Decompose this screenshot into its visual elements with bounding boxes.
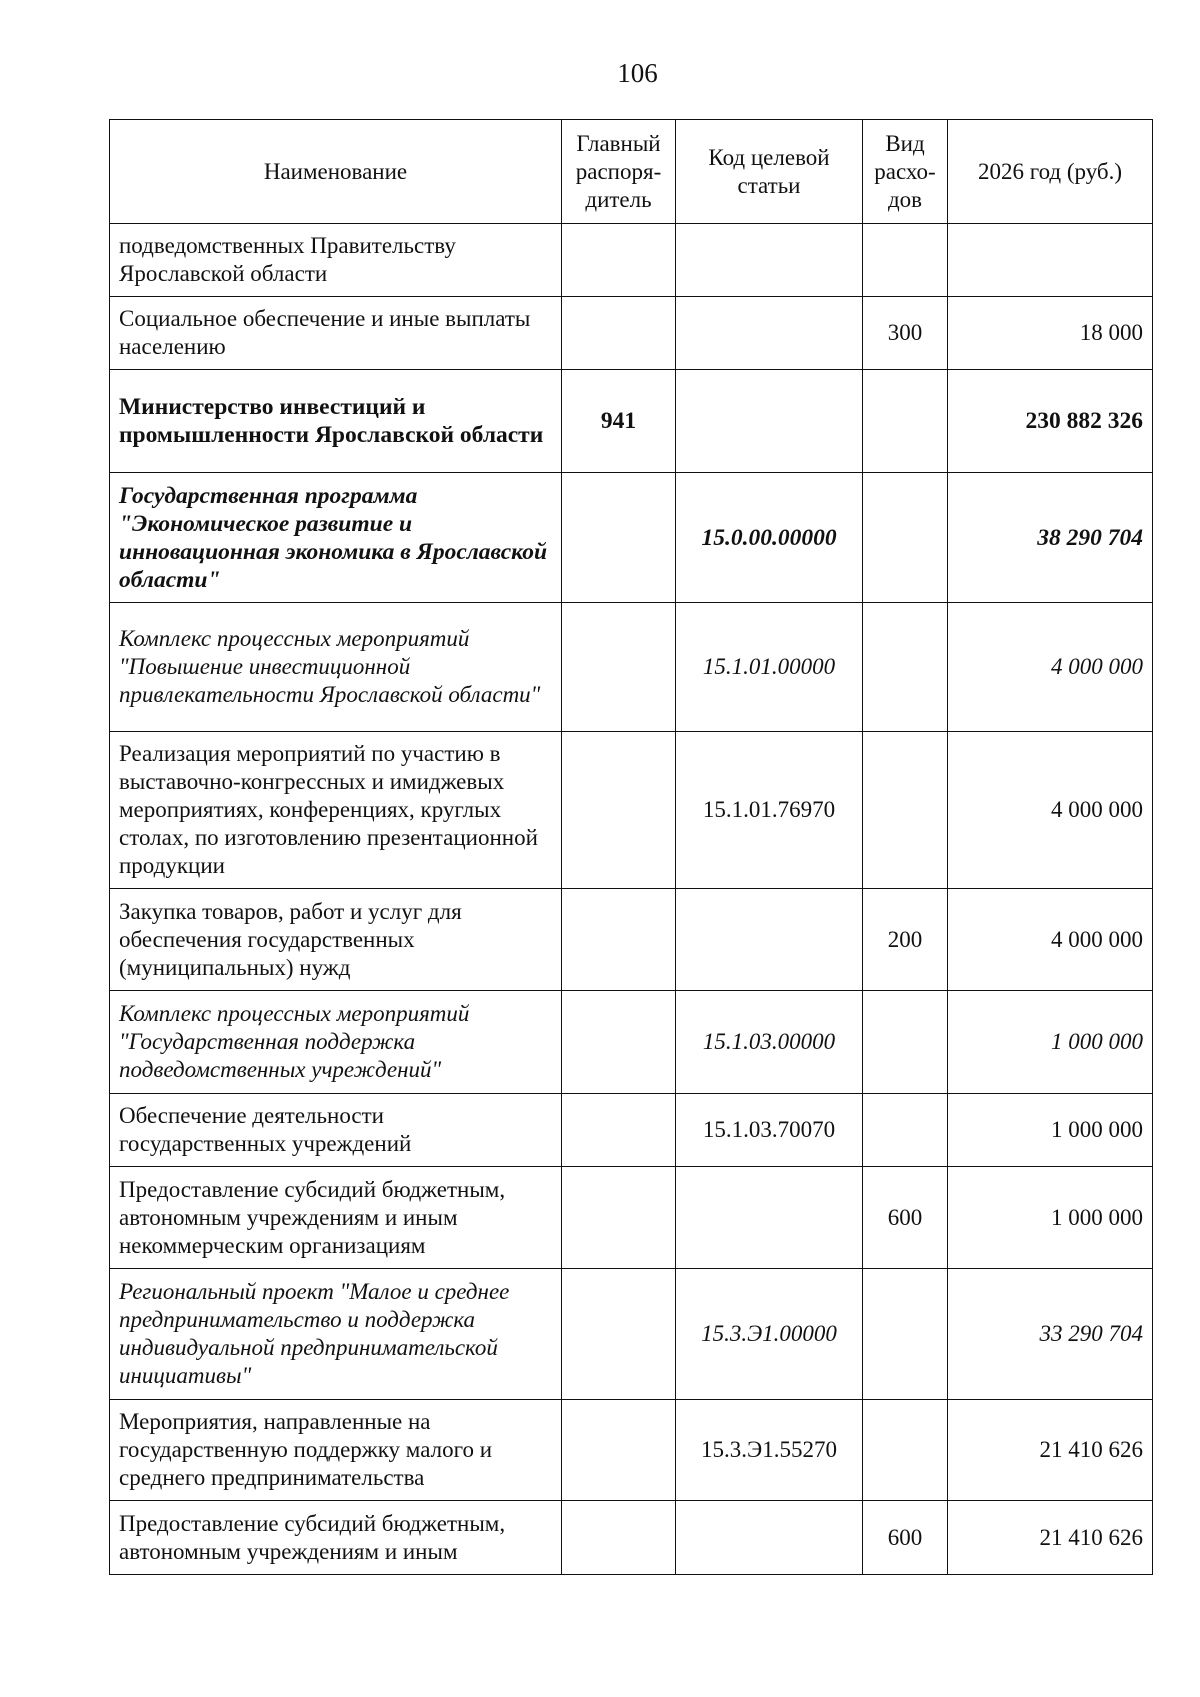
cell-amount: 38 290 704 [948,473,1153,603]
cell-manager [562,1094,676,1167]
cell-manager [562,224,676,297]
table-header-row [110,120,1153,224]
cell-code: 15.1.01.00000 [676,603,863,732]
cell-expense [863,991,948,1094]
table-row [110,1167,1153,1269]
cell-code [676,889,863,991]
cell-manager [562,1167,676,1269]
cell-expense [863,224,948,297]
header-expense: Вид расхо-дов [863,120,948,224]
cell-code: 15.1.03.00000 [676,991,863,1094]
cell-code [676,370,863,473]
cell-expense [863,473,948,603]
cell-code: 15.3.Э1.00000 [676,1269,863,1400]
cell-code [676,297,863,370]
page-number: 106 [617,58,658,88]
table-row [110,603,1153,732]
table-row [110,732,1153,889]
cell-manager [562,991,676,1094]
cell-amount [948,224,1153,297]
table-row [110,1501,1153,1575]
cell-name: Социальное обеспечение и иные выплаты населению [110,297,562,370]
cell-amount: 33 290 704 [948,1269,1153,1400]
cell-code: 15.1.03.70070 [676,1094,863,1167]
header-manager: Главный распоря-дитель [562,120,676,224]
cell-name: Обеспечение деятельности государственных учреждений [110,1094,562,1167]
cell-name: подведомственных Правительству Ярославской области [110,224,562,297]
cell-code: 15.3.Э1.55270 [676,1400,863,1501]
cell-name: Государственная программа "Экономическое развитие и инновационная экономика в Ярославской области" [110,473,562,603]
header-amount: 2026 год (руб.) [948,120,1153,224]
cell-amount: 18 000 [948,297,1153,370]
cell-name: Министерство инвестиций и промышленности Ярославской области [110,370,562,473]
cell-manager [562,1269,676,1400]
cell-name: Предоставление субсидий бюджетным, автономным учреждениям и иным некоммерческим организациям [110,1167,562,1269]
cell-expense [863,1400,948,1501]
cell-manager [562,889,676,991]
cell-amount: 4 000 000 [948,889,1153,991]
cell-amount: 4 000 000 [948,732,1153,889]
cell-amount: 230 882 326 [948,370,1153,473]
cell-amount: 1 000 000 [948,991,1153,1094]
cell-manager [562,1501,676,1575]
cell-amount: 1 000 000 [948,1094,1153,1167]
cell-amount: 1 000 000 [948,1167,1153,1269]
cell-amount: 4 000 000 [948,603,1153,732]
cell-manager [562,473,676,603]
table-row [110,473,1153,603]
table-row [110,1400,1153,1501]
cell-name: Региональный проект "Малое и среднее предпринимательство и поддержка индивидуальной предпринимательской инициативы" [110,1269,562,1400]
cell-name: Мероприятия, направленные на государственную поддержку малого и среднего предпринимательства [110,1400,562,1501]
cell-manager [562,732,676,889]
table-row [110,1094,1153,1167]
cell-amount: 21 410 626 [948,1400,1153,1501]
cell-code: 15.1.01.76970 [676,732,863,889]
cell-expense [863,1094,948,1167]
cell-name: Комплекс процессных мероприятий "Повышение инвестиционной привлекательности Ярославской области" [110,603,562,732]
cell-code [676,1501,863,1575]
cell-expense [863,732,948,889]
header-code: Код целевой статьи [676,120,863,224]
cell-manager: 941 [562,370,676,473]
cell-expense: 200 [863,889,948,991]
cell-expense [863,1269,948,1400]
cell-amount: 21 410 626 [948,1501,1153,1575]
table-row [110,224,1153,297]
cell-code [676,224,863,297]
cell-expense [863,603,948,732]
header-name: Наименование [110,120,562,224]
cell-manager [562,1400,676,1501]
cell-expense: 600 [863,1501,948,1575]
cell-name: Закупка товаров, работ и услуг для обеспечения государственных (муниципальных) нужд [110,889,562,991]
cell-name: Реализация мероприятий по участию в выставочно-конгрессных и имиджевых мероприятиях, конференциях, круглых столах, по изготовлению презентационной продукции [110,732,562,889]
table-row [110,370,1153,473]
cell-expense: 300 [863,297,948,370]
cell-expense: 600 [863,1167,948,1269]
table-row [110,297,1153,370]
cell-manager [562,603,676,732]
cell-expense [863,370,948,473]
table-row [110,889,1153,991]
table-row [110,991,1153,1094]
budget-table [109,119,1153,1575]
cell-manager [562,297,676,370]
cell-code: 15.0.00.00000 [676,473,863,603]
cell-name: Предоставление субсидий бюджетным, автономным учреждениям и иным [110,1501,562,1575]
cell-name: Комплекс процессных мероприятий "Государственная поддержка подведомственных учреждений" [110,991,562,1094]
cell-code [676,1167,863,1269]
table-row [110,1269,1153,1400]
